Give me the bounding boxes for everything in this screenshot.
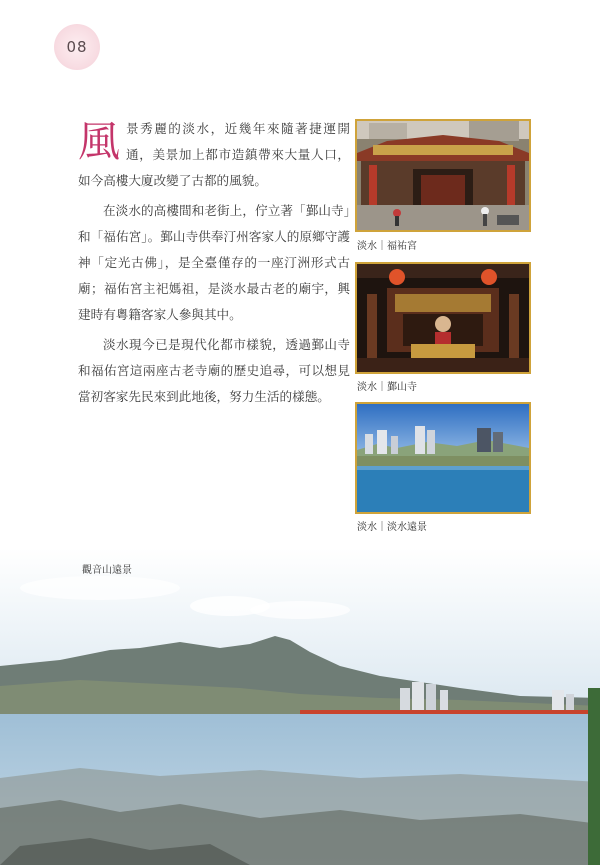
photo-fuyou-temple <box>355 119 531 232</box>
article-body <box>78 116 350 410</box>
photo-caption-fuyou: 淡水｜福祐宮 <box>357 241 417 252</box>
paragraph-3: 淡水現今已是現代化都市樣貌，透過鄞山寺和福佑宮這兩座古老寺廟的歷史追尋，可以想見當初客家先民來到此地後，努力生活的樣態。 <box>78 337 350 404</box>
page-number-badge <box>54 24 100 70</box>
photo-caption-yinshan: 淡水｜鄞山寺 <box>357 382 417 393</box>
paragraph-1-text: 景秀麗的淡水，近幾年來隨著捷運開通，美景加上都市造鎮帶來大量人口，如今高樓大廈改變了古都的風貌。 <box>78 121 350 188</box>
photo-tamsui-view <box>355 402 531 514</box>
page-number: 08 <box>66 38 88 56</box>
drop-cap: 風 <box>78 117 121 166</box>
photo-yinshan-temple <box>355 262 531 374</box>
paragraph-2: 在淡水的高樓間和老街上，佇立著「鄞山寺」和「福佑宮」。鄞山寺供奉汀州客家人的原鄉守護神「定光古佛」，是全臺僅存的一座汀洲形式古廟；福佑宮主祀媽祖，是淡水最古老的廟宇，興建時有粵籍客家人參與其中。 <box>78 203 350 322</box>
landscape-caption: 觀音山遠景 <box>82 565 132 576</box>
guanyin-mountain-landscape <box>0 548 600 865</box>
paragraph-1 <box>78 116 350 194</box>
photo-caption-tamsui: 淡水｜淡水遠景 <box>357 522 427 533</box>
